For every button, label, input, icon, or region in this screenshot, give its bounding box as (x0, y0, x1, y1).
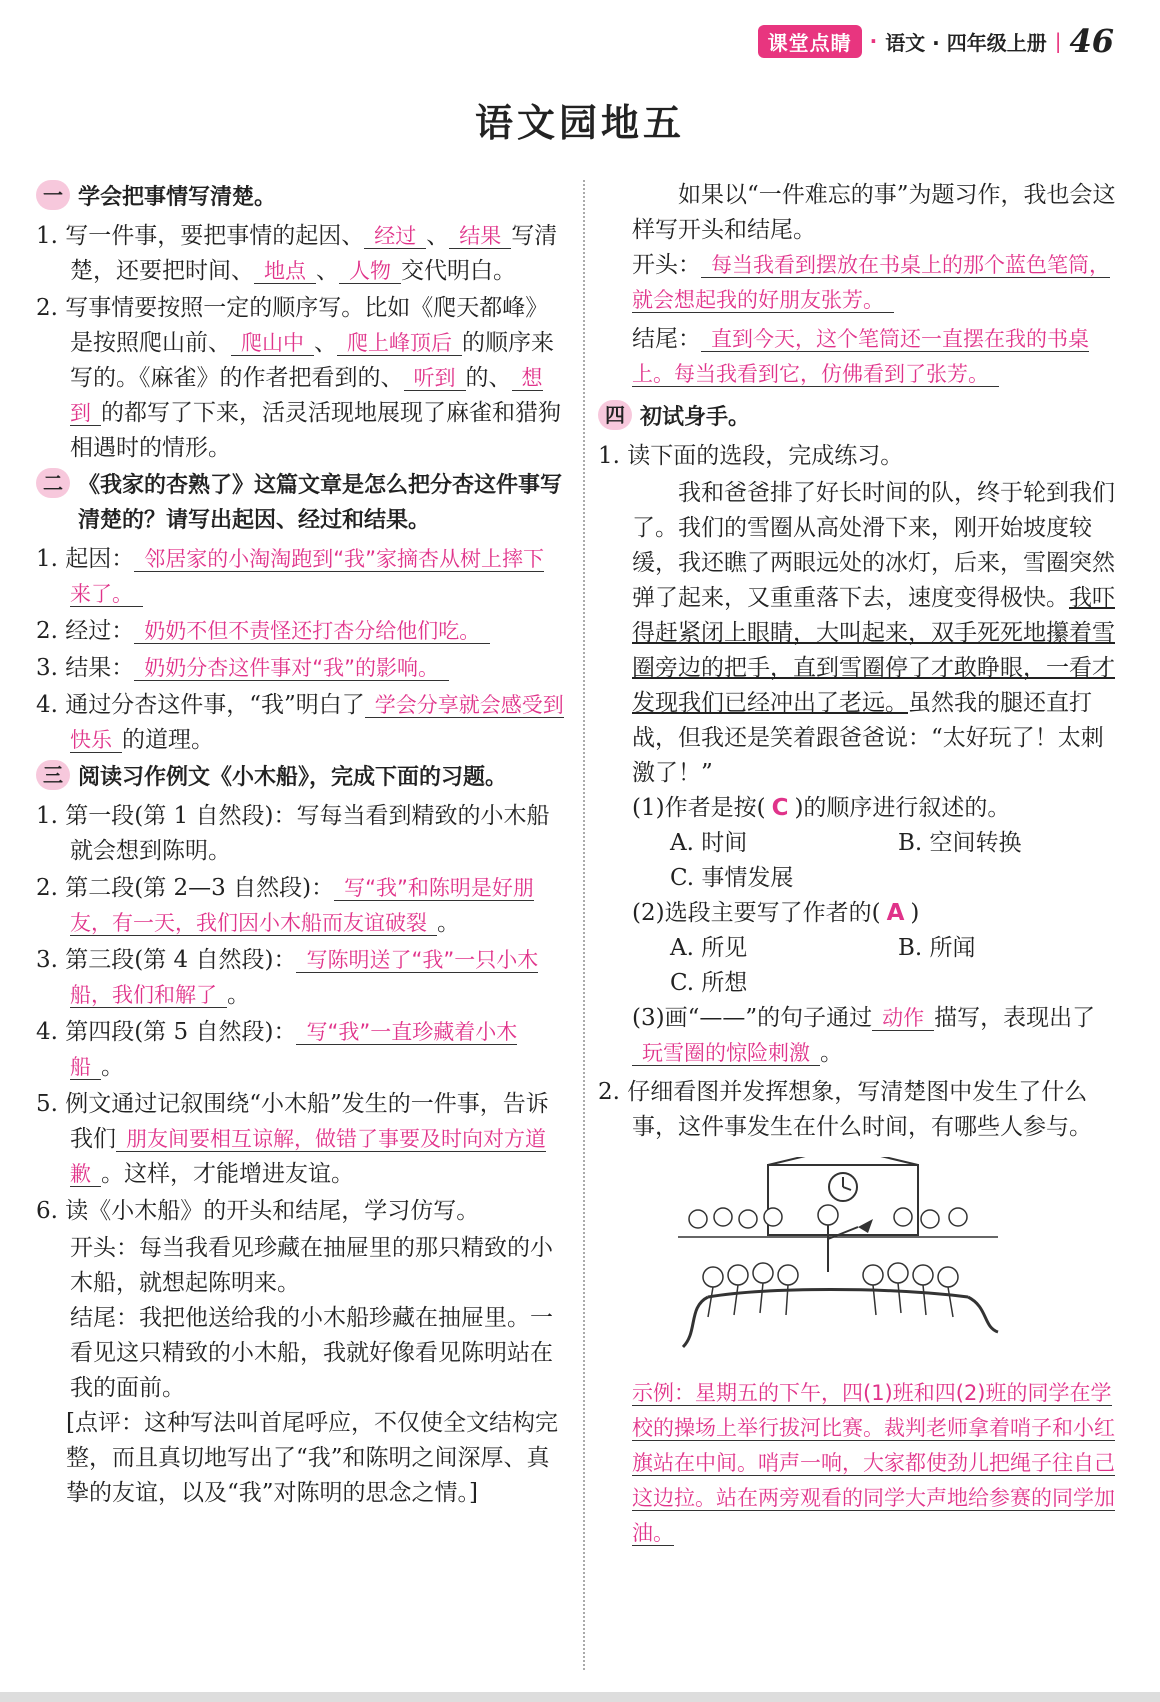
question-3-2 (36, 871, 564, 941)
answer: 写“我”和陈明是好朋友，有一天，我们因小木船而友谊破裂 (70, 876, 534, 935)
answer: 写“我”一直珍藏着小木船 (70, 1020, 518, 1079)
q-text: 。这样，才能增进友谊。 (101, 1161, 354, 1187)
option: B. 所闻 (898, 935, 976, 961)
passage-text: 我和爸爸排了好长时间的队，终于轮到我们了。我们的雪圈从高处滑下来，刚开始坡度较缓，我还瞧了两眼远处的冰灯，后来，雪圈突然弹了起来，又重重落下去，速度变得极快。 (632, 480, 1115, 611)
writing-example (598, 1376, 1126, 1551)
section-title: 学会把事情写清楚。 (78, 185, 277, 210)
answer: 经过 (364, 224, 426, 249)
question-2-3 (36, 651, 564, 686)
q-text: (2)选段主要写了作者的( (632, 900, 881, 926)
question-3-1: 1. 第一段(第 1 自然段)：写每当看到精致的小木船就会想到陈明。 (36, 803, 550, 864)
question-1-1 (36, 219, 564, 289)
answer: 动作 (872, 1006, 934, 1031)
page-number: 46 (1069, 22, 1114, 60)
illustration-image (668, 1157, 1008, 1357)
section-title: 《我家的杏熟了》这篇文章是怎么把分杏这件事写清楚的？请写出起因、经过和结果。 (78, 473, 563, 533)
options-1 (598, 826, 1126, 861)
passage-text: 虽然我的腿还直打战，但我还是笑着跟爸爸说：“太好玩了！太刺激了！” (632, 690, 1104, 786)
options-1b (598, 861, 1126, 896)
column-divider (583, 180, 585, 1670)
question-3-6: 6. 读《小木船》的开头和结尾，学习仿写。 (36, 1198, 480, 1224)
q-text: 、 (314, 330, 337, 356)
section-title: 初试身手。 (640, 405, 751, 430)
page-title: 语文园地五 (474, 101, 685, 145)
passage-underlined: 我吓得赶紧闭上眼睛，大叫起来，双手死死地攥着雪圈旁边的把手，直到雪圈停了才敢睁眼，一看才发现我们已经冲出了老远。 (632, 585, 1115, 716)
answer: 奶奶不但不责怪还打杏分给他们吃。 (134, 619, 490, 644)
section-number: 二 (36, 468, 70, 498)
example-answer: 示例：星期五的下午，四(1)班和四(2)班的同学在学校的操场上举行拔河比赛。裁判老师拿着哨子和小红旗站在中间。哨声一响，大家都使劲儿把绳子往自己这边拉。站在两旁观看的同学大声地给参赛的同学加油。 (632, 1381, 1115, 1545)
answer: 朋友间要相互谅解，做错了事要及时向对方道歉 (70, 1127, 546, 1186)
choice-answer: A (886, 900, 905, 926)
question-4-2: 2. 仔细看图并发挥想象，写清楚图中发生了什么事，这件事发生在什么时间，有哪些人参与。 (598, 1079, 1092, 1140)
imitation-ending (598, 322, 1126, 392)
question-3-5 (36, 1087, 564, 1192)
imitation-intro: 如果以“一件难忘的事”为题习作，我也会这样写开头和结尾。 (632, 182, 1116, 243)
q-text: 交代明白。 (401, 258, 516, 284)
answer: 结果 (449, 224, 511, 249)
q-text: (1)作者是按( (632, 795, 766, 821)
right-column (598, 178, 1126, 1551)
section-title: 阅读习作例文《小木船》，完成下面的习题。 (78, 765, 508, 790)
answer: 人物 (339, 259, 401, 284)
sample-ending: 结尾：我把他送给我的小木船珍藏在抽屉里。一看见这只精致的小木船，我就好像看见陈明站在我的面前。 (70, 1305, 553, 1401)
answer: 邻居家的小淘淘跑到“我”家摘杏从树上摔下来了。 (70, 547, 545, 606)
header-separator: | (1054, 29, 1062, 53)
question-2-4 (36, 688, 564, 758)
q-text: 写清楚，还要把时间、 (70, 223, 558, 284)
q-text: 3. 第三段(第 4 自然段)： (36, 947, 297, 973)
sub-question-3 (598, 1001, 1126, 1071)
section-1-heading (36, 180, 564, 215)
q-text: 的、 (465, 365, 512, 391)
q-text: 。 (437, 910, 460, 936)
label: 开头： (632, 252, 701, 278)
answer: 写陈明送了“我”一只小木船，我们和解了 (70, 948, 539, 1007)
section-3-heading (36, 760, 564, 795)
comment: [点评：这种写法叫首尾呼应，不仅使全文结构完整，而且真切地写出了“我”和陈明之间深厚、真挚的友谊，以及“我”对陈明的思念之情。] (66, 1410, 558, 1506)
tug-of-war-illustration (668, 1157, 1126, 1368)
q-text: 的道理。 (122, 727, 214, 753)
answer: 爬上峰顶后 (337, 331, 462, 356)
q-text: 1. 起因： (36, 546, 135, 572)
options-2 (598, 931, 1126, 966)
option: C. 所想 (670, 970, 748, 996)
question-3-4 (36, 1015, 564, 1085)
sub-question-2 (598, 896, 1126, 931)
q-text: 2. 写事情要按照一定的顺序写。比如《爬天都峰》是按照爬山前、 (36, 295, 549, 356)
reading-passage (598, 476, 1126, 791)
answer: 每当我看到摆放在书桌上的那个蓝色笔筒，就会想起我的好朋友张芳。 (632, 253, 1110, 312)
q-text: 2. 第二段(第 2—3 自然段)： (36, 875, 335, 901)
page-header (758, 22, 1114, 60)
q-text: 2. 经过： (36, 618, 135, 644)
q-text: )的顺序进行叙述的。 (794, 795, 1011, 821)
question-4-1: 1. 读下面的选段，完成练习。 (598, 443, 904, 469)
q-text: ) (910, 900, 920, 926)
left-column (36, 178, 564, 1511)
q-text: 、 (426, 223, 450, 249)
q-text: 、 (316, 258, 339, 284)
section-number: 一 (36, 180, 70, 210)
q-text: 5. 例文通过记叙围绕“小木船”发生的一件事，告诉我们 (36, 1091, 549, 1152)
option: A. 所见 (670, 935, 748, 961)
q-text: (3)画“——”的句子通过 (632, 1005, 873, 1031)
answer: 听到 (404, 366, 466, 391)
options-2b (598, 966, 1126, 1001)
question-2-2 (36, 614, 564, 649)
bottom-bar (0, 1692, 1160, 1702)
answer: 爬山中 (231, 331, 314, 356)
q-text: 。 (101, 1054, 124, 1080)
q-text: 的顺序来写的。《麻雀》的作者把看到的、 (70, 330, 554, 391)
sample-opening: 开头：每当我看见珍藏在抽屉里的那只精致的小木船，就想起陈明来。 (70, 1235, 553, 1296)
section-number: 三 (36, 760, 70, 790)
sub-question-1 (598, 791, 1126, 826)
imitation-opening (598, 248, 1126, 318)
brand-badge: 课堂点睛 (758, 25, 862, 58)
answer: 直到今天，这个笔筒还一直摆在我的书桌上。每当我看到它，仿佛看到了张芳。 (632, 327, 1089, 386)
option: A. 时间 (670, 830, 748, 856)
q-text: 。 (820, 1040, 843, 1066)
choice-answer: C (771, 795, 789, 821)
q-text: 。 (227, 982, 250, 1008)
q-text: 4. 通过分杏这件事，“我”明白了 (36, 692, 365, 718)
answer: 学会分享就会感受到快乐 (70, 693, 564, 752)
answer: 地点 (254, 259, 316, 284)
question-3-3 (36, 943, 564, 1013)
section-number: 四 (598, 400, 632, 430)
section-4-heading (598, 400, 1126, 435)
q-text: 4. 第四段(第 5 自然段)： (36, 1019, 297, 1045)
answer: 想到 (70, 366, 543, 425)
question-1-2 (36, 291, 564, 466)
answer: 玩雪圈的惊险刺激 (632, 1041, 820, 1066)
q-text: 描写，表现出了 (934, 1005, 1096, 1031)
header-dot: · (869, 29, 878, 53)
option: C. 事情发展 (670, 865, 794, 891)
option: B. 空间转换 (898, 830, 1022, 856)
header-subject: 语文 · 四年级上册 (885, 30, 1047, 55)
answer: 奶奶分杏这件事对“我”的影响。 (134, 656, 449, 681)
label: 结尾： (632, 326, 701, 352)
question-2-1 (36, 542, 564, 612)
section-2-heading (36, 468, 564, 538)
q-text: 的都写了下来，活灵活现地展现了麻雀和猎狗相遇时的情形。 (70, 400, 561, 461)
q-text: 3. 结果： (36, 655, 135, 681)
q-text: 1. 写一件事，要把事情的起因、 (36, 223, 365, 249)
